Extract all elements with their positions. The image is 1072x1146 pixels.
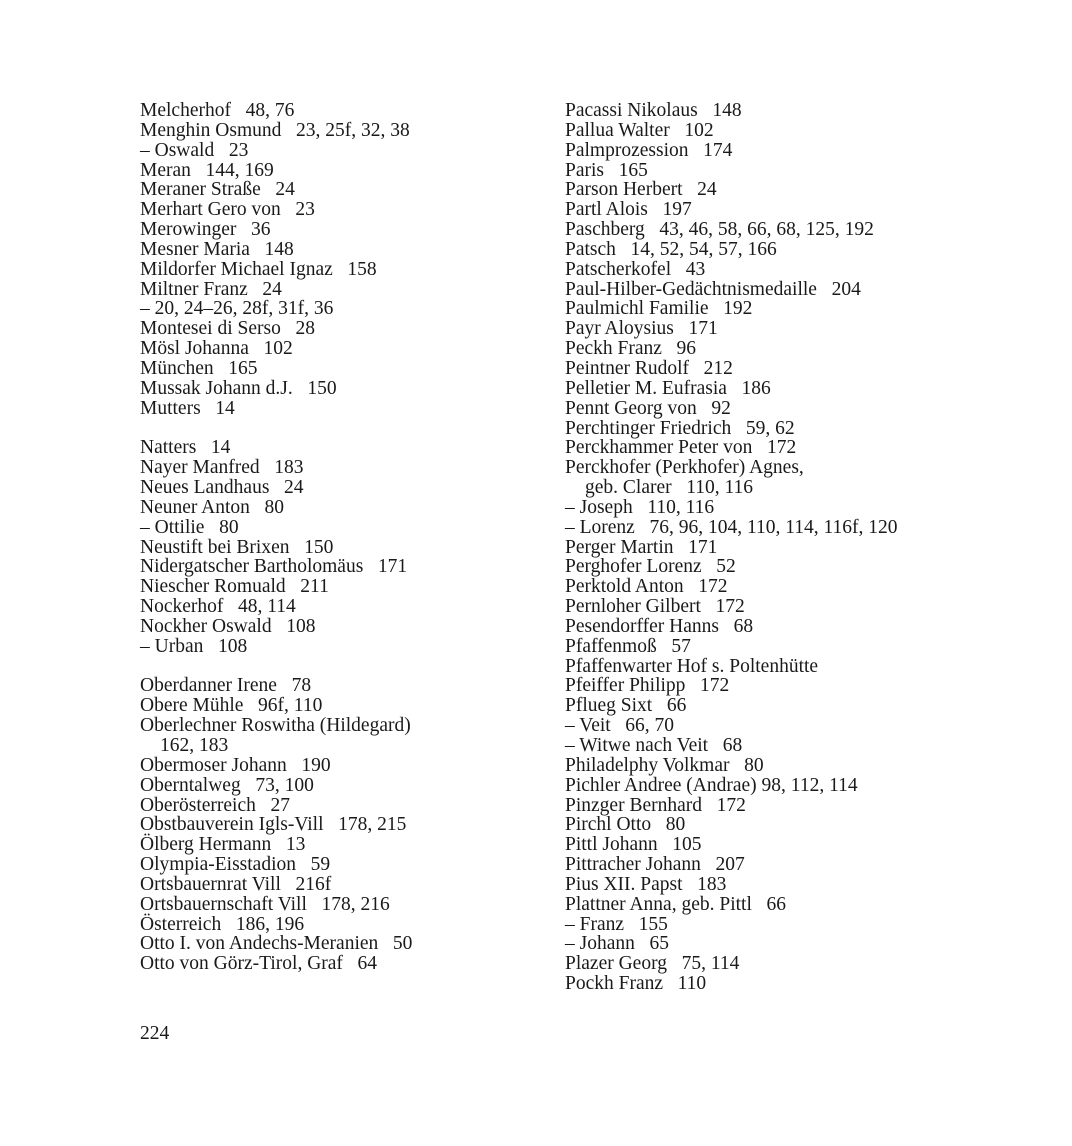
index-entry: Plazer Georg 75, 114 [565, 953, 740, 975]
index-entry: – 20, 24–26, 28f, 31f, 36 [140, 298, 334, 320]
index-entry: Paschberg 43, 46, 58, 66, 68, 125, 192 [565, 219, 874, 241]
index-entry: geb. Clarer 110, 116 [585, 477, 754, 499]
index-entry: Österreich 186, 196 [140, 913, 305, 935]
index-entry: Pennt Georg von 92 [565, 397, 731, 419]
index-entry: Mussak Johann d.J. 150 [140, 377, 337, 399]
index-entry: Merowinger 36 [140, 219, 271, 241]
index-entry: Nidergatscher Bartholomäus 171 [140, 556, 408, 578]
index-entry: Natters 14 [140, 437, 231, 459]
index-entry: Meran 144, 169 [140, 159, 274, 181]
index-column-right [565, 101, 1025, 994]
index-entry: Olympia-Eisstadion 59 [140, 854, 331, 876]
index-entry: Otto von Görz-Tirol, Graf 64 [140, 953, 378, 975]
index-entry: – Witwe nach Veit 68 [565, 735, 743, 756]
index-entry: Montesei di Serso 28 [140, 318, 315, 340]
index-entry: Pesendorffer Hanns 68 [565, 615, 754, 637]
index-entry: Pinzger Bernhard 172 [565, 794, 746, 816]
index-entry: Oberntalweg 73, 100 [140, 774, 314, 796]
index-entry: – Lorenz 76, 96, 104, 110, 114, 116f, 120 [565, 516, 898, 538]
index-entry: Obermoser Johann 190 [140, 754, 331, 776]
index-entry: Pfaffenwarter Hof s. Poltenhütte [565, 655, 819, 677]
index-spacer [140, 657, 540, 677]
index-entry: Neustift bei Brixen 150 [140, 536, 334, 558]
index-entry: Pittracher Johann 207 [565, 854, 745, 876]
index-entry: Pernloher Gilbert 172 [565, 596, 745, 618]
page-number: 224 [140, 1023, 170, 1044]
index-entry: Ölberg Hermann 13 [140, 834, 306, 856]
index-entry: Pflueg Sixt 66 [565, 695, 687, 717]
index-entry: Obere Mühle 96f, 110 [140, 695, 323, 717]
index-entry: Perckhammer Peter von 172 [565, 437, 797, 459]
index-entry: Philadelphy Volkmar 80 [565, 754, 764, 776]
index-entry: Payr Aloysius 171 [565, 318, 718, 340]
index-entry: Pittl Johann 105 [565, 834, 702, 856]
index-entry: Paris 165 [565, 159, 648, 181]
index-entry: Perckhofer (Perkhofer) Agnes, [565, 457, 804, 479]
index-entry: Neuner Anton 80 [140, 496, 285, 518]
index-entry: Patscherkofel 43 [565, 258, 706, 280]
index-entry: Peckh Franz 96 [565, 338, 697, 360]
index-entry: – Joseph 110, 116 [565, 496, 715, 518]
index-spacer [140, 419, 540, 439]
index-entry: Melcherhof 48, 76 [140, 100, 295, 121]
index-entry: – Oswald 23 [140, 139, 249, 161]
index-entry: 162, 183 [160, 735, 229, 756]
index-entry: Palmprozession 174 [565, 139, 733, 161]
index-entry: Pirchl Otto 80 [565, 814, 686, 836]
index-entry: Neues Landhaus 24 [140, 477, 304, 499]
index-entry: Ortsbauernrat Vill 216f [140, 873, 332, 895]
index-entry: Pacassi Nikolaus 148 [565, 100, 742, 121]
index-entry: Patsch 14, 52, 54, 57, 166 [565, 238, 777, 260]
index-entry: Nockerhof 48, 114 [140, 596, 296, 618]
index-entry: Miltner Franz 24 [140, 278, 282, 300]
index-entry: – Urban 108 [140, 635, 248, 657]
index-entry: Otto I. von Andechs-Meranien 50 [140, 933, 413, 955]
index-entry: Pius XII. Papst 183 [565, 873, 727, 895]
index-column-left [140, 101, 540, 974]
index-entry: Pfeiffer Philipp 172 [565, 675, 730, 697]
index-entry: Perghofer Lorenz 52 [565, 556, 736, 578]
index-entry: – Veit 66, 70 [565, 715, 675, 737]
index-entry: München 165 [140, 357, 258, 379]
index-entry: Pichler Andree (Andrae) 98, 112, 114 [565, 774, 858, 796]
index-entry: Mutters 14 [140, 397, 235, 419]
index-entry: – Johann 65 [565, 933, 669, 955]
index-entry: Oberösterreich 27 [140, 794, 290, 816]
index-entry: Partl Alois 197 [565, 199, 692, 221]
index-entry: Plattner Anna, geb. Pittl 66 [565, 893, 786, 915]
index-entry: – Ottilie 80 [140, 516, 239, 538]
index-entry: Perchtinger Friedrich 59, 62 [565, 417, 795, 439]
index-entry: Oberdanner Irene 78 [140, 675, 312, 697]
index-entry: Nockher Oswald 108 [140, 615, 316, 637]
index-entry: Pelletier M. Eufrasia 186 [565, 377, 771, 399]
index-entry: Parson Herbert 24 [565, 179, 717, 201]
index-entry: Oberlechner Roswitha (Hildegard) [140, 715, 411, 737]
index-entry: Perger Martin 171 [565, 536, 718, 558]
index-entry: Mildorfer Michael Ignaz 158 [140, 258, 377, 280]
index-entry: Niescher Romuald 211 [140, 576, 329, 598]
index-entry: Menghin Osmund 23, 25f, 32, 38 [140, 119, 410, 141]
index-entry: Obstbauverein Igls-Vill 178, 215 [140, 814, 407, 836]
index-entry: Mesner Maria 148 [140, 238, 294, 260]
index-entry: Peintner Rudolf 212 [565, 357, 733, 379]
index-entry: – Franz 155 [565, 913, 668, 935]
index-entry: Perktold Anton 172 [565, 576, 728, 598]
index-entry: Ortsbauernschaft Vill 178, 216 [140, 893, 390, 915]
index-entry: Pallua Walter 102 [565, 119, 714, 141]
index-entry: Pockh Franz 110 [565, 973, 707, 995]
index-entry: Pfaffenmoß 57 [565, 635, 691, 657]
index-entry: Merhart Gero von 23 [140, 199, 315, 221]
index-entry: Paulmichl Familie 192 [565, 298, 753, 320]
index-entry: Nayer Manfred 183 [140, 457, 304, 479]
index-entry: Meraner Straße 24 [140, 179, 295, 201]
index-entry: Mösl Johanna 102 [140, 338, 293, 360]
index-entry: Paul-Hilber-Gedächtnismedaille 204 [565, 278, 861, 300]
